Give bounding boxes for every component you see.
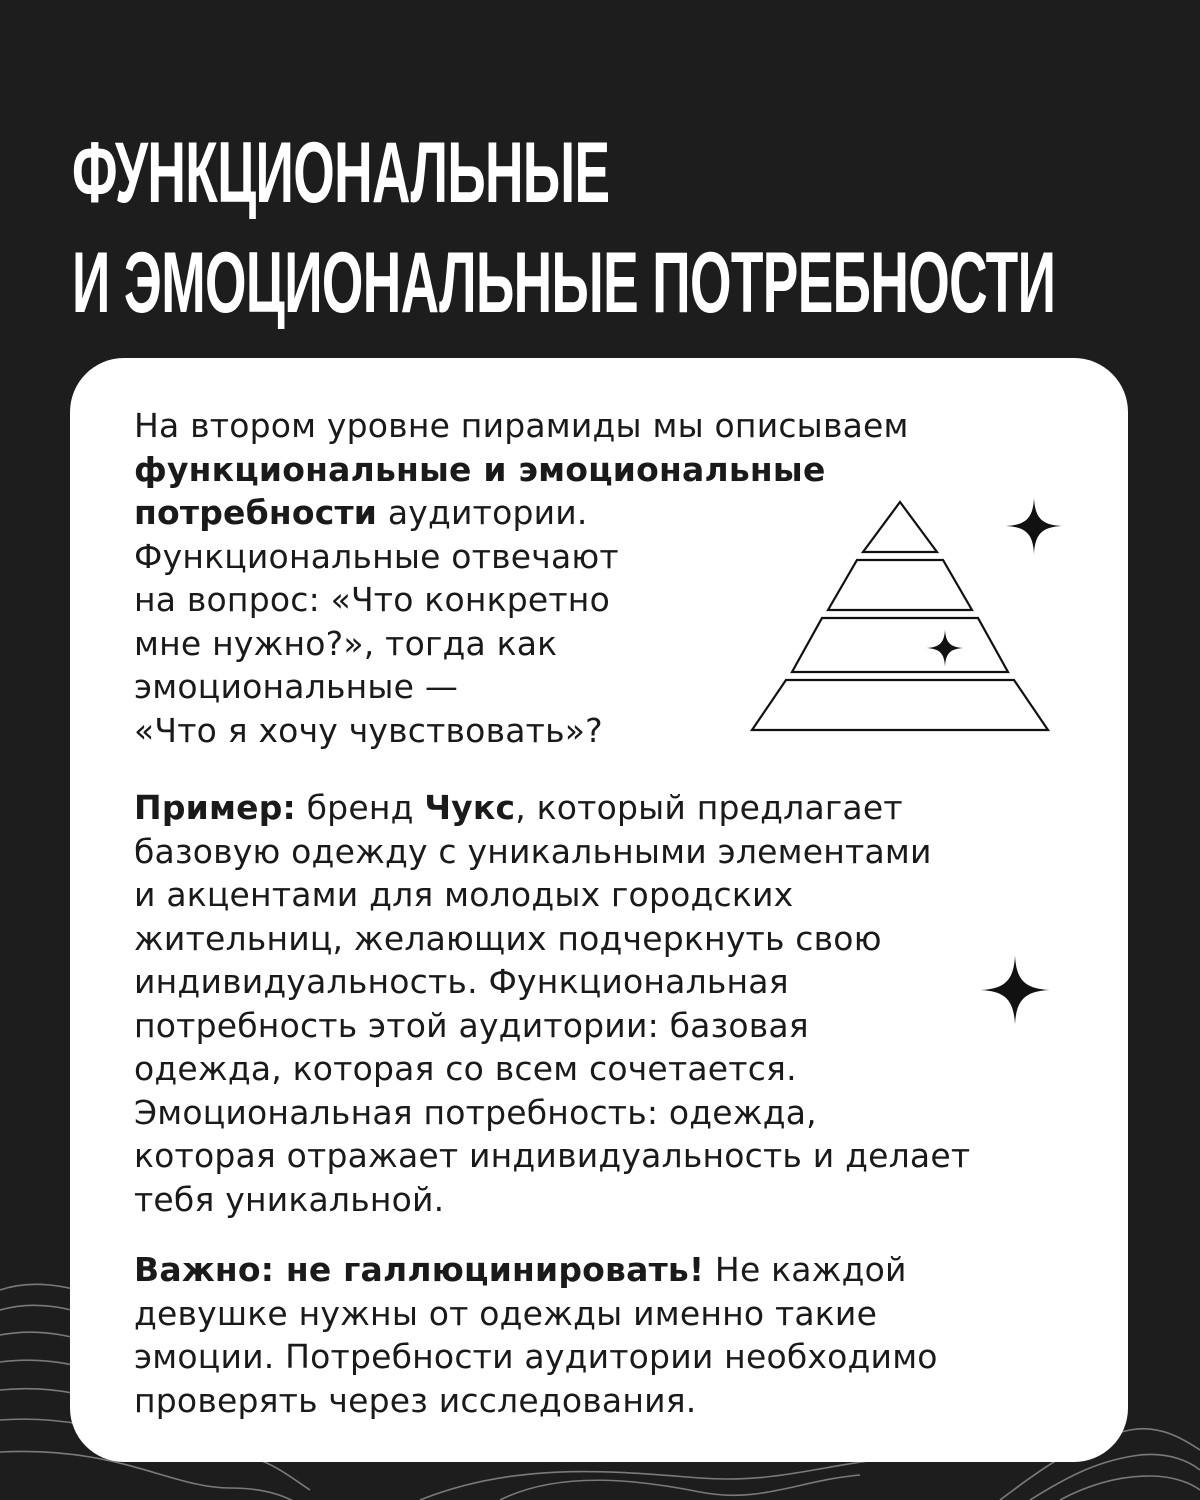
title-line-1: ФУНКЦИОНАЛЬНЫЕ: [72, 125, 610, 221]
text-span: , который предлагает: [515, 788, 903, 827]
bold-text: не галлюцинировать!: [274, 1250, 705, 1289]
text-line: на вопрос: «Что конкретно: [134, 580, 610, 619]
text-line: жительниц, желающих подчеркнуть свою: [134, 918, 882, 958]
text-line: девушке нужны от одежды именно такие: [134, 1293, 878, 1333]
warning-paragraph: [134, 1248, 938, 1422]
text-line: одежда, которая со всем сочетается.: [134, 1049, 797, 1088]
text-line: Функциональные отвечают: [134, 536, 619, 576]
text-span: бренд: [295, 788, 425, 827]
text-line: На втором уровне пирамиды мы описываем: [134, 406, 909, 445]
text-line: индивидуальность. Функциональная: [134, 962, 789, 1001]
text-line: тебя уникальной.: [134, 1179, 445, 1219]
sparkle-icon: [925, 628, 965, 668]
text-line: базовую одежду с уникальными элементами: [134, 831, 932, 871]
text-line: [134, 1248, 938, 1292]
text-line: [134, 448, 909, 492]
bold-text: потребности: [134, 493, 378, 532]
text-line: «Что я хочу чувствовать»?: [134, 710, 603, 750]
example-paragraph: [134, 786, 970, 1221]
text-span: аудитории.: [377, 493, 588, 532]
example-label: Пример:: [134, 788, 296, 827]
text-span: Не каждой: [704, 1250, 907, 1289]
text-line: [134, 786, 970, 830]
text-line: проверять через исследования.: [134, 1380, 697, 1420]
text-line: эмоции. Потребности аудитории необходимо: [134, 1337, 938, 1376]
page-title: [72, 118, 1055, 338]
text-line: и акцентами для молодых городских: [134, 875, 794, 914]
sparkle-icon: [1004, 496, 1064, 556]
warning-label: Важно:: [134, 1250, 275, 1289]
text-line: эмоциональные —: [134, 667, 459, 706]
text-line: потребность этой аудитории: базовая: [134, 1005, 809, 1045]
sparkle-icon: [978, 952, 1052, 1028]
text-line: которая отражает индивидуальность и делает: [134, 1136, 971, 1175]
brand-name: Чукс: [424, 788, 516, 827]
bold-text: функциональные и эмоциональные: [134, 449, 826, 489]
title-line-2: И ЭМОЦИОНАЛЬНЫЕ ПОТРЕБНОСТИ: [72, 235, 1056, 331]
text-line: Эмоциональная потребность: одежда,: [134, 1092, 817, 1132]
text-line: мне нужно?», тогда как: [134, 623, 558, 663]
